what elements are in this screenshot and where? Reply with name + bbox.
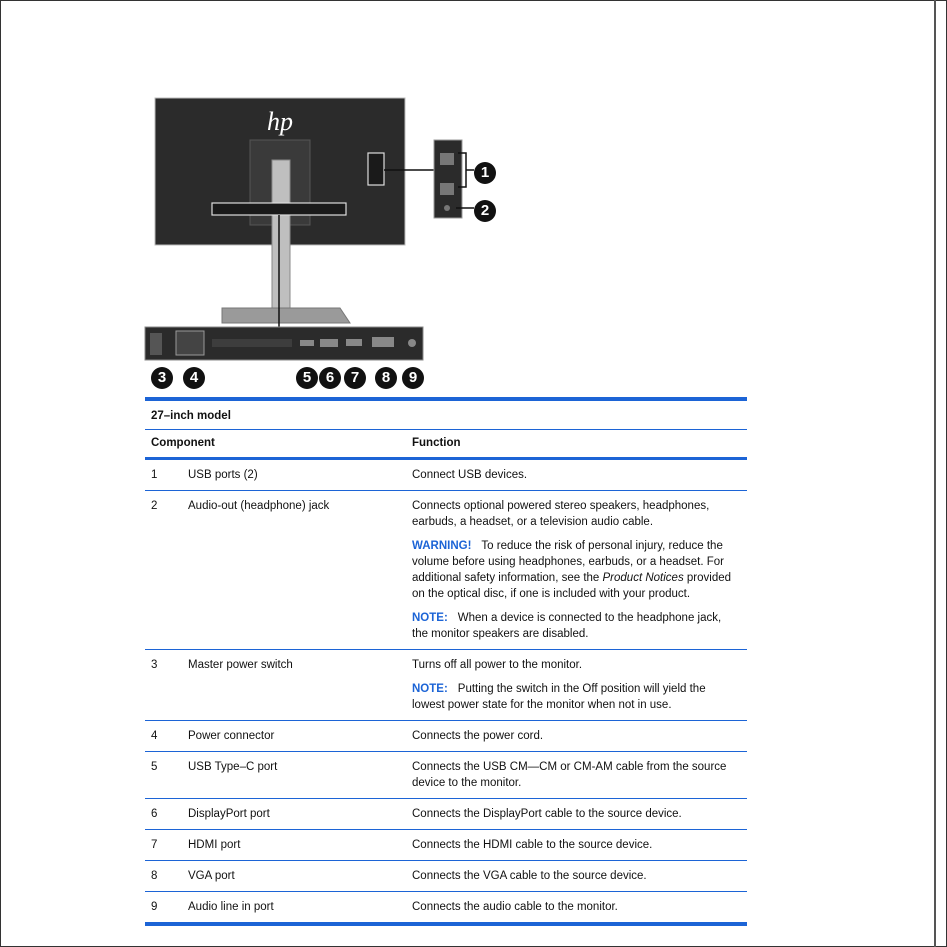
usbc-port — [300, 340, 314, 346]
header-component: Component — [151, 437, 215, 449]
table-row — [145, 460, 747, 490]
callout-3: 3 — [151, 367, 173, 389]
row-component: Audio line in port — [188, 901, 274, 913]
callout-5: 5 — [296, 367, 318, 389]
row-function: Connects the power cord. — [412, 730, 544, 742]
audio-in-port — [408, 339, 416, 347]
row-function: Connect USB devices. — [412, 469, 528, 481]
model-title: 27–inch model — [151, 410, 231, 422]
row-number: 4 — [151, 730, 158, 742]
callout-9: 9 — [402, 367, 424, 389]
row-number: 5 — [151, 761, 158, 773]
callout-7: 7 — [344, 367, 366, 389]
row-number: 3 — [151, 659, 158, 671]
callout-8: 8 — [375, 367, 397, 389]
row-number: 2 — [151, 500, 158, 512]
note-block — [412, 681, 738, 713]
callout-6: 6 — [319, 367, 341, 389]
warning-block — [412, 538, 738, 602]
row-number: 9 — [151, 901, 158, 913]
table-row — [145, 491, 747, 649]
power-connector — [176, 331, 204, 355]
row-function: Connects the VGA cable to the source device. — [412, 870, 647, 882]
page-edge-rule — [934, 0, 936, 947]
row-component: USB ports (2) — [188, 469, 258, 481]
table-header — [145, 430, 747, 457]
row-component: DisplayPort port — [188, 808, 270, 820]
warning-label: WARNING! — [412, 540, 472, 552]
monitor-illustration — [140, 95, 520, 395]
warning-text: To reduce the risk of personal injury, reduce the volume before using headphones, earbuds, or a headset. For additional safety information, see the — [412, 540, 724, 584]
hp-logo: hp — [267, 107, 293, 136]
component-table — [145, 397, 747, 926]
headphone-jack — [444, 205, 450, 211]
side-usb-highlight — [368, 153, 384, 185]
header-function: Function — [412, 437, 461, 449]
row-component: Power connector — [188, 730, 275, 742]
hdmi-port — [346, 339, 362, 346]
table-row — [145, 861, 747, 891]
monitor-figure — [140, 95, 520, 395]
displayport-port — [320, 339, 338, 347]
note-block — [412, 610, 738, 642]
warning-text-end: provided on the optical disc, if one is included with your product. — [412, 572, 732, 600]
row-function: Connects the USB CM—CM or CM-AM cable from the source device to the monitor. — [412, 761, 727, 789]
row-function: Connects the audio cable to the monitor. — [412, 901, 618, 913]
row-component: Audio-out (headphone) jack — [188, 500, 330, 512]
usb-port-2 — [440, 183, 454, 195]
row-function: Connects the HDMI cable to the source device. — [412, 839, 653, 851]
vga-port — [372, 337, 394, 347]
row-component: Master power switch — [188, 659, 293, 671]
table-row — [145, 830, 747, 860]
table-row — [145, 721, 747, 751]
stand-base — [222, 308, 350, 323]
table-row — [145, 799, 747, 829]
row-number: 7 — [151, 839, 158, 851]
callout-2: 2 — [474, 200, 496, 222]
table-row — [145, 752, 747, 798]
note-label: NOTE: — [412, 683, 448, 695]
row-number: 8 — [151, 870, 158, 882]
usb-port-1 — [440, 153, 454, 165]
table-row — [145, 892, 747, 922]
row-function: Connects optional powered stereo speakers, headphones, earbuds, a headset, or a television audio cable. — [412, 500, 710, 528]
note-text: When a device is connected to the headphone jack, the monitor speakers are disabled. — [412, 612, 722, 640]
row-component: VGA port — [188, 870, 235, 882]
callout-1: 1 — [474, 162, 496, 184]
row-function: Connects the DisplayPort cable to the source device. — [412, 808, 682, 820]
callout-4: 4 — [183, 367, 205, 389]
row-number: 6 — [151, 808, 158, 820]
note-text: Putting the switch in the Off position will yield the lowest power state for the monitor when not in use. — [412, 683, 706, 711]
row-function: Turns off all power to the monitor. — [412, 659, 583, 671]
table-row — [145, 650, 747, 720]
note-label: NOTE: — [412, 612, 448, 624]
vent-slots — [212, 339, 292, 347]
row-component: USB Type–C port — [188, 761, 278, 773]
port-panel-highlight — [212, 203, 346, 215]
power-switch — [150, 333, 162, 355]
stand-neck — [272, 160, 290, 310]
row-number: 1 — [151, 469, 158, 481]
row-component: HDMI port — [188, 839, 241, 851]
product-notices-ref: Product Notices — [602, 572, 684, 584]
